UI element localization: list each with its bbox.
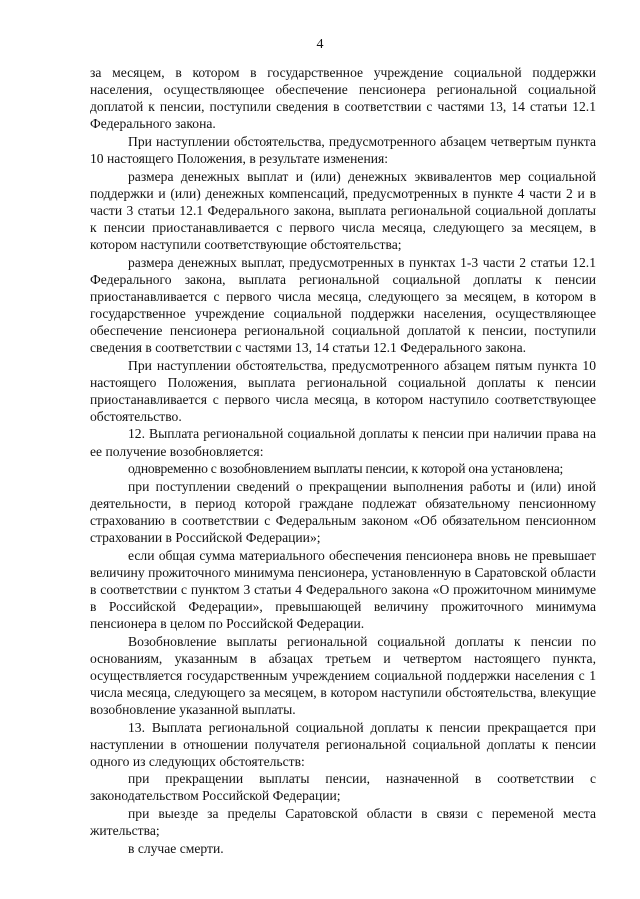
paragraph: размера денежных выплат и (или) денежных эквивалентов мер социальной поддержки и (или) денежных компенсаций, предусмотренных в пункте 4 части 2 и в части 3 статьи 12.1 Федерального закона, выплата региональной социальной доплаты к пенсии приостанавливается с первого числа месяца, следующего за месяцем, в котором наступили соответствующие обстоятельства;: [90, 168, 596, 252]
document-body: [90, 64, 596, 857]
paragraph: 13. Выплата региональной социальной доплаты к пенсии прекращается при наступлении в отношении получателя региональной социальной доплаты к пенсии одного из следующих обстоятельств:: [90, 719, 596, 769]
paragraph: При наступлении обстоятельства, предусмотренного абзацем пятым пункта 10 настоящего Положения, выплата региональной социальной доплаты к пенсии приостанавливается с первого числа месяца, в котором наступило соответствующее обстоятельство.: [90, 357, 596, 424]
paragraph: в случае смерти.: [128, 840, 224, 856]
paragraph: одновременно с возобновлением выплаты пенсии, к которой она установлена;: [128, 461, 564, 477]
paragraph: при поступлении сведений о прекращении выполнения работы и (или) иной деятельности, в период которой граждане подлежат обязательному пенсионному страхованию в соответствии с Федеральным законом «Об обязательном пенсионном страховании в Российской Федерации»;: [90, 478, 596, 546]
paragraph: за месяцем, в котором в государственное учреждение социальной поддержки населения, осуществляющее обеспечение пенсионера региональной социальной доплатой к пенсии, поступили сведения в соответствии с частями 13, 14 статьи 12.1 Федерального закона.: [90, 65, 596, 132]
paragraph: размера денежных выплат, предусмотренных в пунктах 1-3 части 2 статьи 12.1 Федерального закона, выплата региональной социальной доплаты к пенсии приостанавливается с первого числа месяца, следующего за месяцем, в котором в государственное учреждение социальной поддержки населения, осуществляющее обеспечение пенсионера региональной социальной доплатой к пенсии, поступили сведения в соответствии с частями 13, 14 статьи 12.1 Федерального закона.: [90, 254, 596, 355]
paragraph: при прекращении выплаты пенсии, назначенной в соответствии с законодательством Российской Федерации;: [90, 771, 596, 804]
paragraph: Возобновление выплаты региональной социальной доплаты к пенсии по основаниям, указанным в абзацах третьем и четвертом настоящего пункта, осуществляется государственным учреждением социальной поддержки населения с 1 числа месяца, следующего за месяцем, в котором наступили обстоятельства, влекущие возобновление указанной выплаты.: [90, 633, 596, 717]
paragraph: при выезде за пределы Саратовской области в связи с переменой места жительства;: [90, 806, 596, 839]
paragraph: При наступлении обстоятельства, предусмотренного абзацем четвертым пункта 10 настоящего Положения, в результате изменения:: [90, 133, 596, 166]
paragraph: 12. Выплата региональной социальной доплаты к пенсии при наличии права на ее получение возобновляется:: [90, 426, 596, 459]
paragraph: если общая сумма материального обеспечения пенсионера вновь не превышает величину прожиточного минимума пенсионера, установленную в Саратовской области в соответствии с пунктом 3 статьи 4 Федерального закона «О прожиточном минимуме в Российской Федерации», превышающей величину прожиточного минимума пенсионера в целом по Российской Федерации.: [90, 547, 596, 631]
page-number: 4: [316, 37, 324, 52]
